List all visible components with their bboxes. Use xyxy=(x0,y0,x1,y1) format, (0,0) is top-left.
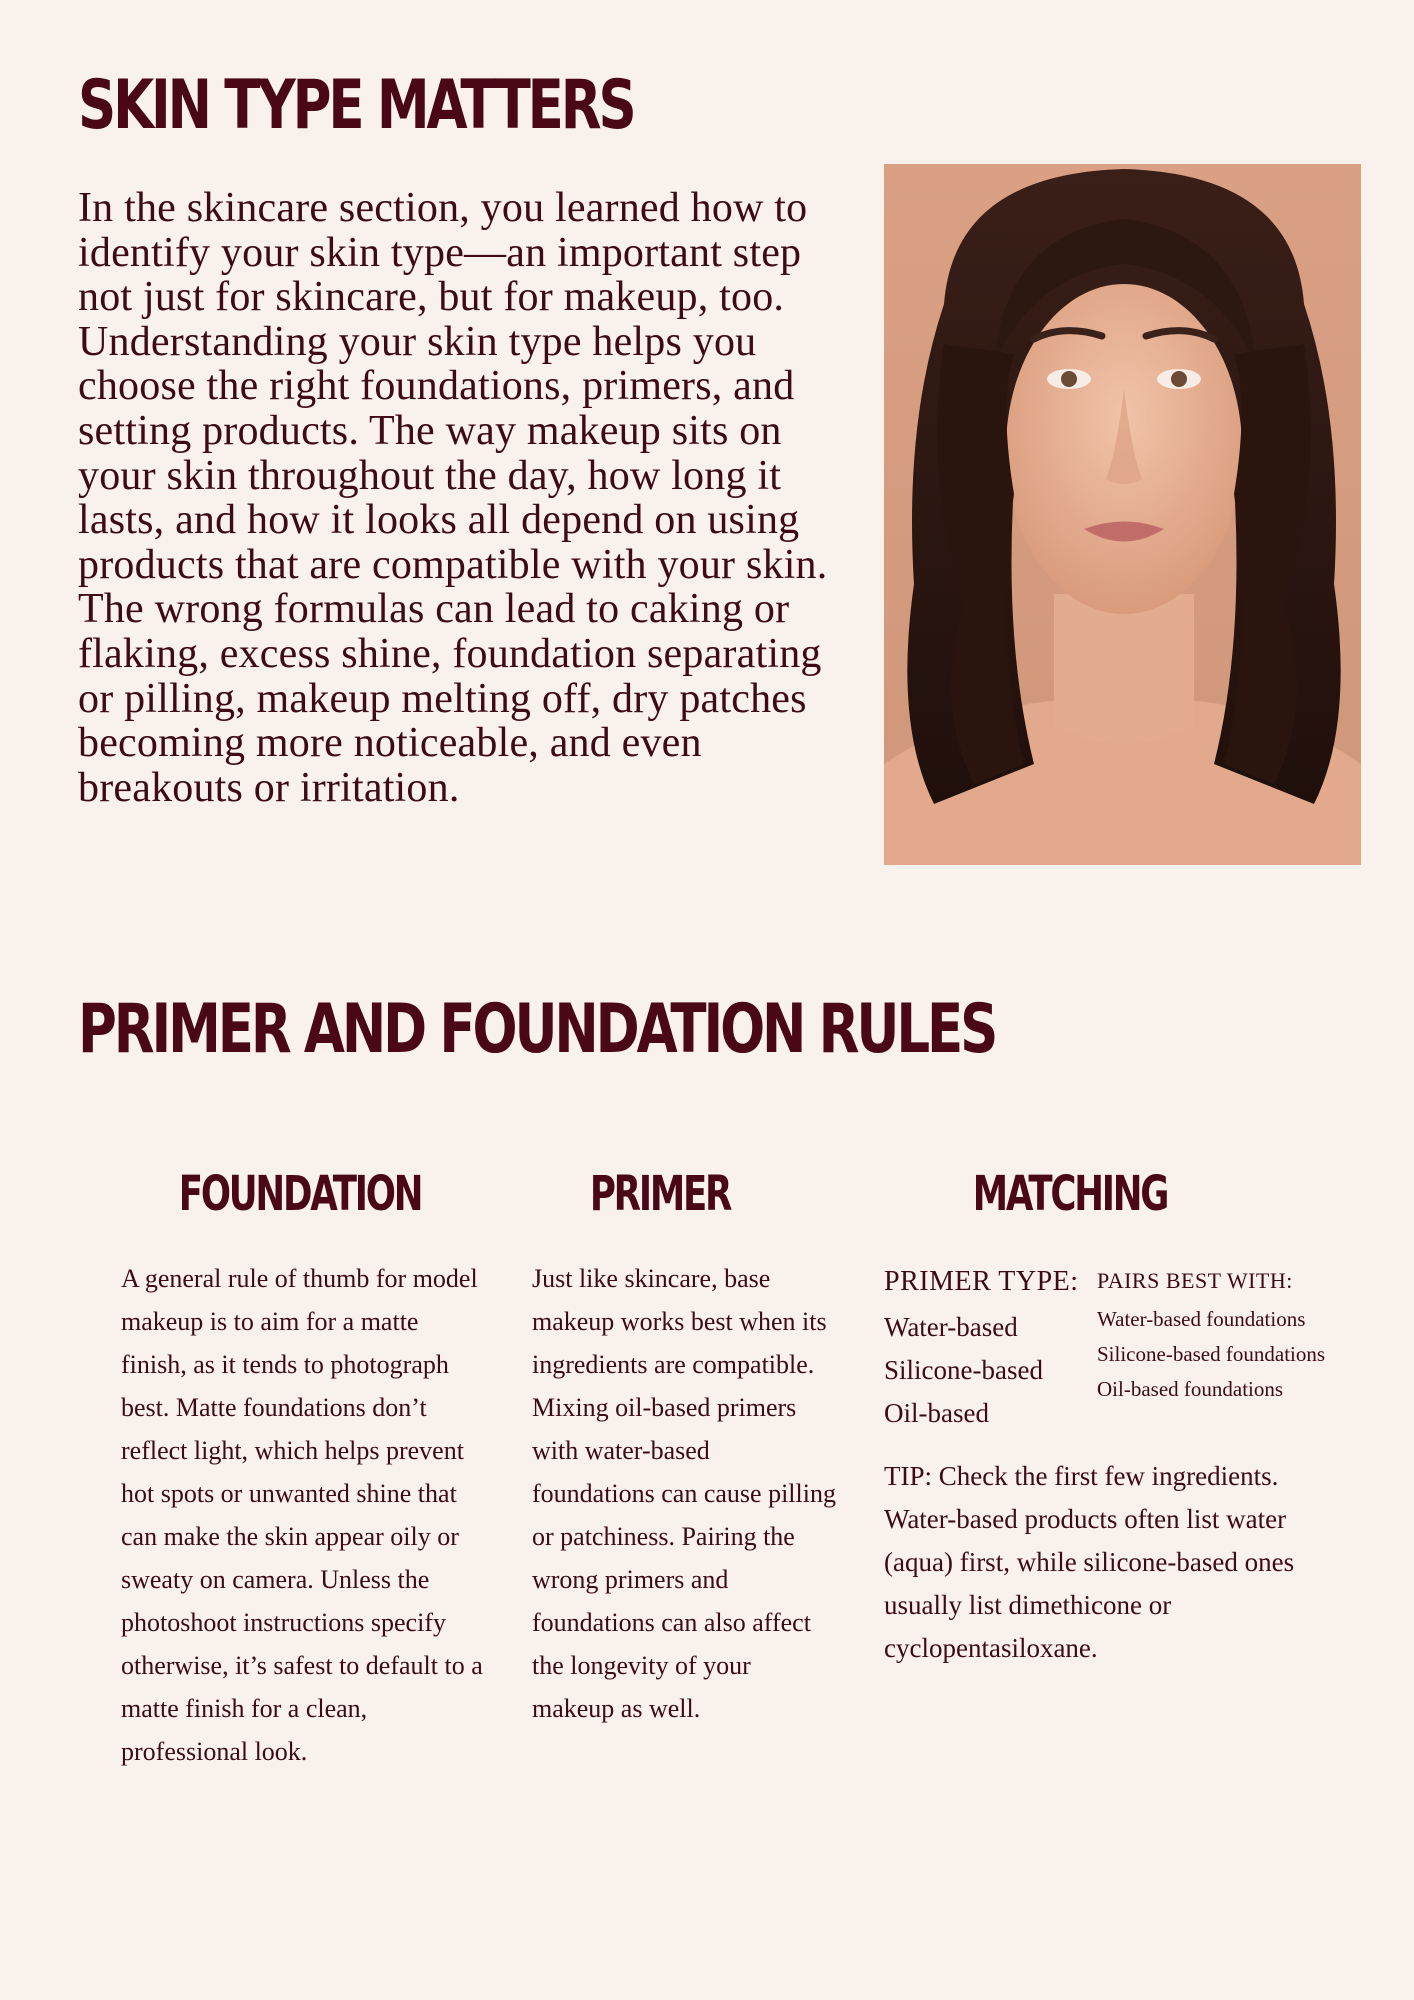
intro-paragraph: In the skincare section, you learned how to identify your skin type—an important step not just for skincare, but for makeup, too. Understanding your skin type helps you choose the right foundations, primers, and setting products. The way makeup sits on your skin throughout the day, how long it lasts, and how it looks all depend on using products that are compatible with your skin. The wrong formulas can lead to caking or flaking, excess shine, foundation separating or pilling, makeup melting off, dry patches becoming more noticeable, and even breakouts or irritation. xyxy=(78,185,828,811)
matching-heading: MATCHING xyxy=(972,1166,1168,1222)
foundation-heading: FOUNDATION xyxy=(178,1166,422,1222)
pairs-item: Silicone-based foundations xyxy=(1097,1342,1326,1366)
primer-heading: PRIMER xyxy=(589,1166,731,1222)
foundation-body: A general rule of thumb for model makeup is to aim for a matte finish, as it tends to photograph best. Matte foundations don’t reflect light, which helps prevent hot spots or unwanted shine that can make the skin appear oily or sweaty on camera. Unless the photoshoot instructions specify otherwise, it’s safest to default to a matte finish for a clean, professional look. xyxy=(121,1264,483,1766)
section-title-primer-foundation: PRIMER AND FOUNDATION RULES xyxy=(78,990,996,1069)
primer-type-item: Oil-based xyxy=(884,1398,989,1428)
pairs-item: Water-based foundations xyxy=(1097,1307,1306,1331)
primer-body: Just like skincare, base makeup works best when its ingredients are compatible. Mixing oil-based primers with water-based foundations can cause pilling or patchiness. Pairing the wrong primers and foundations can also affect the longevity of your makeup as well. xyxy=(532,1264,836,1723)
pairs-list xyxy=(1097,1302,1325,1407)
primer-type-item: Water-based xyxy=(884,1312,1018,1342)
primer-type-item: Silicone-based xyxy=(884,1355,1043,1385)
model-portrait-photo xyxy=(884,164,1361,865)
primer-type-label: PRIMER TYPE: xyxy=(884,1266,1079,1297)
pairs-best-with-label: PAIRS BEST WITH: xyxy=(1097,1268,1293,1293)
primer-type-list xyxy=(884,1306,1043,1435)
section-title-skin-type: SKIN TYPE MATTERS xyxy=(78,66,634,145)
matching-tip: TIP: Check the first few ingredients. Water-based products often list water (aqua) first, while silicone-based ones usually list dimethicone or cyclopentasiloxane. xyxy=(884,1461,1295,1663)
pairs-item: Oil-based foundations xyxy=(1097,1377,1284,1401)
